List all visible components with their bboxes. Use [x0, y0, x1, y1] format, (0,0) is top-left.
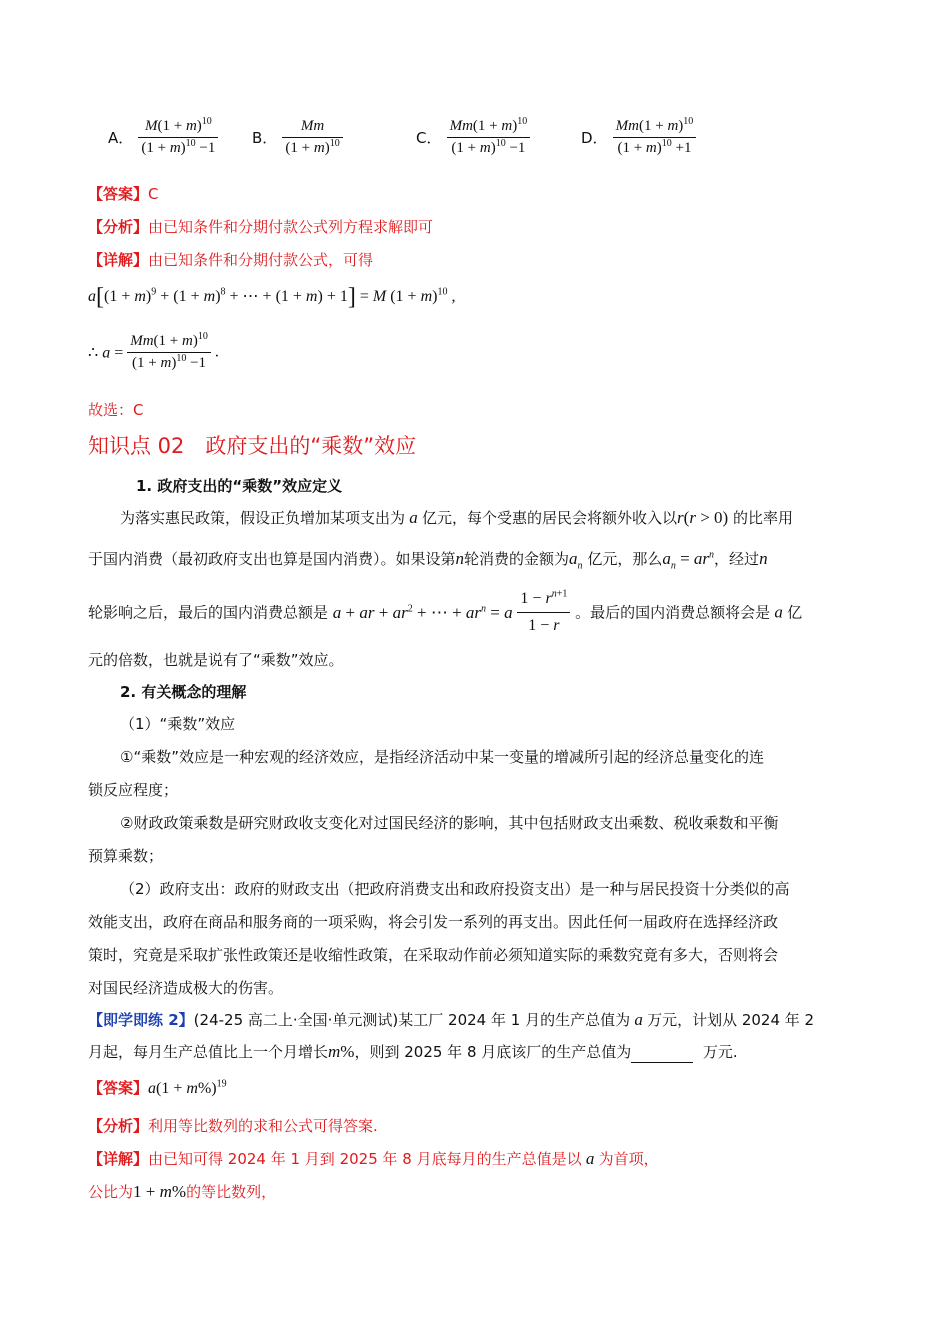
concept-2a: （2）政府支出：政府的财政支出（把政府消费支出和政府投资支出）是一种与居民投资十分类似的高 [120, 880, 790, 898]
option-c [416, 118, 530, 157]
option-a-label: A． [108, 129, 134, 147]
option-c-label: C． [416, 129, 442, 147]
section-title: 知识点 02 政府支出的“乘数”效应 [88, 434, 417, 458]
detail-tag: 【详解】 [88, 251, 149, 269]
p1c: 的比率用 [732, 509, 793, 527]
concept-2d: 对国民经济造成极大的伤害。 [88, 979, 284, 997]
option-d-label: D． [581, 129, 608, 147]
p2b: 轮消费的金额为 [464, 550, 570, 568]
q2-detail-c: 公比为 [88, 1183, 134, 1201]
result-fraction: $\frac{Mm(1 + m)^{10}}{(1 + m)^{10} -1}$ [127, 333, 211, 372]
q2-source: (24-25 高二上·全国·单元测试) [193, 1011, 399, 1029]
q2-detail-tag: 【详解】 [88, 1150, 149, 1168]
p3a: 轮影响之后，最后的国内消费总额是 [88, 603, 329, 622]
concept-1-2a: ②财政政策乘数是研究财政收支变化对过国民经济的影响，其中包括财政支出乘数、税收乘数和平衡 [120, 814, 779, 832]
analysis-text: 由已知条件和分期付款公式列方程求解即可 [148, 218, 434, 236]
q1-analysis [88, 216, 433, 238]
p2a: 于国内消费（最初政府支出也算是国内消费）。如果设第 [88, 550, 456, 568]
q2-question-line1: 【即学即练 2】(24-25 高二上·全国·单元测试)某工厂 2024 年 1 月的生产总值为 a 万元，计划从 2024 年 2 [88, 1010, 815, 1029]
option-a-fraction: $\frac{M(1 + m)^{10}}{(1 + m)^{10} -1}$ [138, 118, 218, 157]
q2-text-a: 某工厂 2024 年 1 月的生产总值为 [398, 1011, 631, 1029]
q2-detail-d: 的等比数列， [186, 1183, 277, 1201]
q2-analysis-tag: 【分析】 [88, 1117, 149, 1135]
p2c: 亿元，那么 [587, 550, 663, 568]
q2-detail-b: 为首项， [598, 1150, 659, 1168]
answer-value: C [148, 185, 159, 203]
q2-analysis [88, 1115, 378, 1137]
concept-1-1b: 锁反应程度； [88, 781, 179, 799]
option-b-fraction: $\frac{Mm}{(1 + m)^{10}}$ [282, 118, 342, 157]
p1a: 为落实惠民政策，假设正负增加某项支出为 [120, 509, 406, 527]
option-b-label: B． [252, 129, 278, 147]
concept-1-1a: ①“乘数”效应是一种宏观的经济效应，是指经济活动中某一变量的增减所引起的经济总量变化的连 [120, 748, 764, 766]
sum-fraction: $\frac{1 - r^{n+1}}{1 - r}$ [517, 588, 570, 637]
q2-analysis-text: 利用等比数列的求和公式可得答案. [148, 1117, 378, 1135]
p3b: 。最后的国内消费总额将会是 [575, 603, 771, 622]
analysis-tag: 【分析】 [88, 218, 149, 236]
para-3: 轮影响之后，最后的国内消费总额是 a + ar + $ar^2$ + ⋯ + $ar^n = a$ $\frac{1 - r^{n+1}}{1 - r}$ 。最后的国内消费总额将会是 a 亿 [88, 588, 802, 637]
q2-answer-tag: 【答案】 [88, 1079, 149, 1097]
option-d-fraction: $\frac{Mm(1 + m)^{10}}{(1 + m)^{10} +1}$ [613, 118, 697, 157]
q2-answer: 【答案】$a(1 + m\%)^{19}$ [88, 1078, 227, 1097]
option-c-fraction: $\frac{Mm(1 + m)^{10}}{(1 + m)^{10} -1}$ [447, 118, 531, 157]
option-b [252, 118, 343, 157]
q1-conclusion: 故选：C [88, 401, 144, 419]
q2-text-c: 月起，每月生产总值比上一个月增长 [88, 1043, 329, 1061]
option-d [581, 118, 696, 157]
q2-text-b: 万元，计划从 2024 年 2 [647, 1011, 815, 1029]
detail-text: 由已知条件和分期付款公式，可得 [148, 251, 374, 269]
option-a [108, 118, 218, 157]
subsection-2: 2. 有关概念的理解 [120, 683, 247, 701]
q1-answer [88, 183, 159, 205]
q2-detail: 【详解】由已知可得 2024 年 1 月到 2025 年 8 月底每月的生产总值是以 a 为首项， [88, 1149, 659, 1168]
para-1: 为落实惠民政策，假设正负增加某项支出为 a 亿元，每个受惠的居民会将额外收入以r(r > 0) 的比率用 [120, 508, 793, 527]
q2-question-line2: 月起，每月生产总值比上一个月增长m%，则到 2025 年 8 月底该厂的生产总值为 万元. [88, 1042, 738, 1061]
para-2: 于国内消费（最初政府支出也算是国内消费）。如果设第n轮消费的金额为$a_n$ 亿元，那么$a_n = ar^n$，经过n [88, 549, 768, 572]
q2-tag: 【即学即练 2】 [88, 1011, 194, 1029]
concept-2b: 效能支出，政府在商品和服务商的一项采购，将会引发一系列的再支出。因此任何一届政府在选择经济政 [88, 913, 779, 931]
p1b: 亿元，每个受惠的居民会将额外收入以 [422, 509, 678, 527]
q1-detail [88, 249, 373, 271]
answer-tag: 【答案】 [88, 185, 149, 203]
concept-2c: 策时，究竟是采取扩张性政策还是收缩性政策，在采取动作前必须知道实际的乘数究竟有多大，否则将会 [88, 946, 779, 964]
concept-1-2b: 预算乘数； [88, 847, 164, 865]
p2d: ，经过 [714, 550, 760, 568]
q2-text-e: 万元. [702, 1043, 738, 1061]
q1-result: ∴ a = $\frac{Mm(1 + m)^{10}}{(1 + m)^{10} -1}$ . [88, 331, 219, 371]
concept-1: （1）“乘数”效应 [120, 715, 236, 733]
q2-detail-line2: 公比为1 + m%的等比数列， [88, 1182, 277, 1201]
q1-equation: $a[(1 + m)^9 + (1 + m)^8$ + ⋯ + (1 + m) + 1] = M $(1 + m)^{10}$ , [88, 284, 456, 310]
q2-text-d: ，则到 2025 年 8 月底该厂的生产总值为 [354, 1043, 632, 1061]
answer-blank[interactable] [631, 1046, 693, 1063]
para-4: 元的倍数，也就是说有了“乘数”效应。 [88, 651, 344, 669]
subsection-1: 1. 政府支出的“乘数”效应定义 [136, 477, 343, 495]
p3c: 亿 [787, 603, 803, 622]
q2-detail-a: 由已知可得 2024 年 1 月到 2025 年 8 月底每月的生产总值是以 [148, 1150, 582, 1168]
